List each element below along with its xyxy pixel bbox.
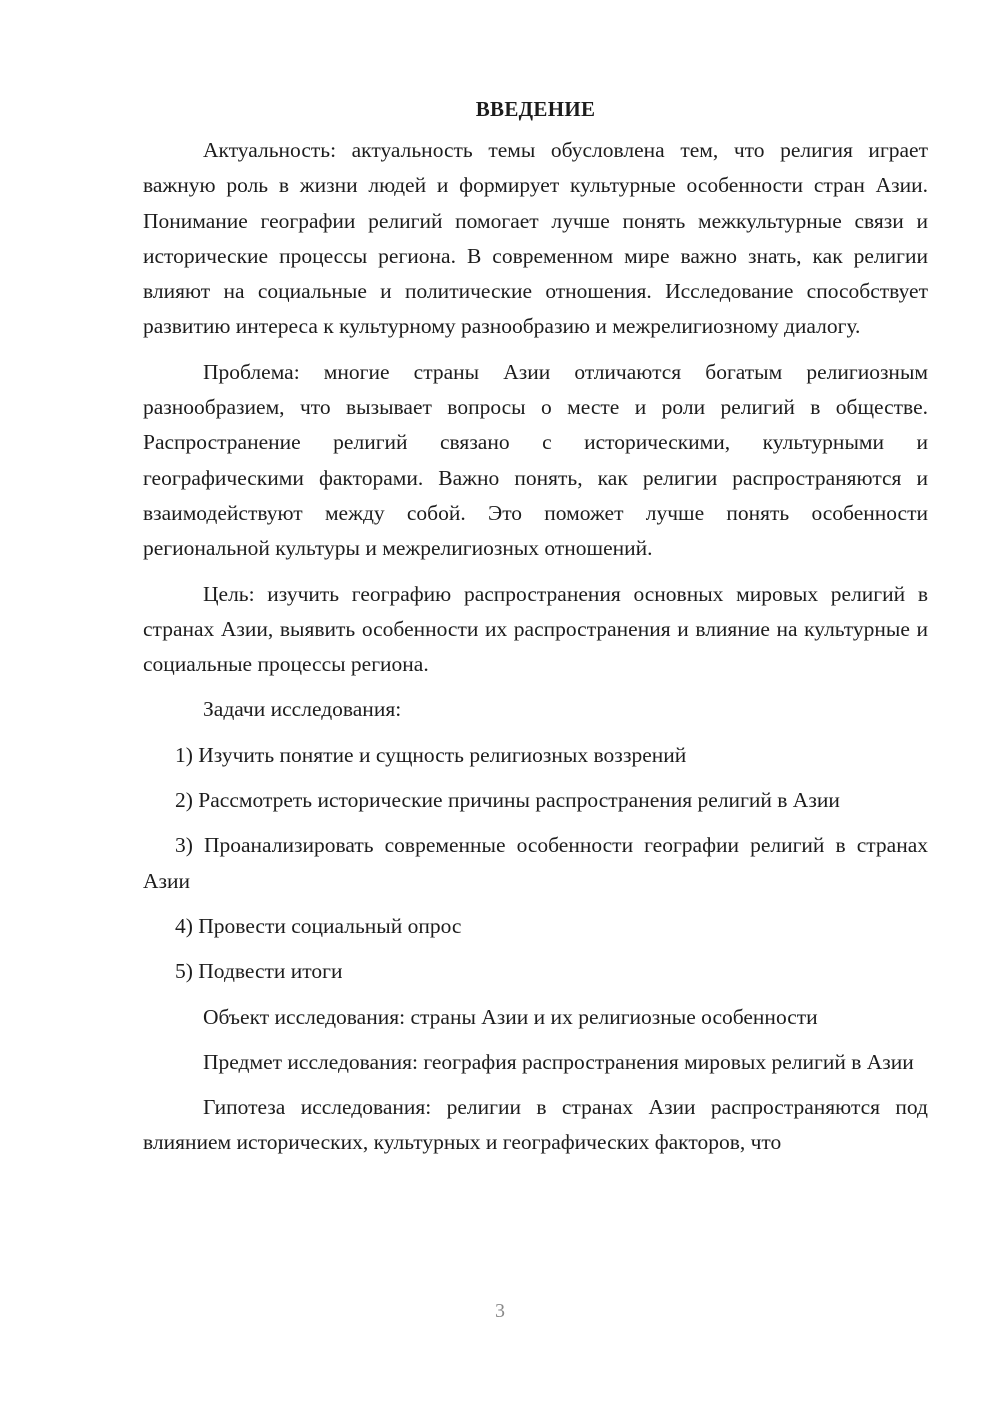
relevance-paragraph: Актуальность: актуальность темы обусловлена тем, что религия играет важную роль в жизни людей и формирует культурные особенности стран Азии. Понимание географии религий помогает лучше понять межкультурные связи и исторические процессы региона. В современном мире важно знать, как религии влияют на социальные и политические отношения. Исследование способствует развитию интереса к культурному разнообразию и межрелигиозному диалогу. [143,138,928,339]
object-paragraph: Объект исследования: страны Азии и их религиозные особенности [203,1004,818,1029]
task-item: 2) Рассмотреть исторические причины распространения религий в Азии [175,788,840,813]
problem-paragraph: Проблема: многие страны Азии отличаются богатым религиозным разнообразием, что вызывает вопросы о месте и роли религий в обществе. Распространение религий связано с историческими, культурными и географическими факторами. Важно понять, как религии распространяются и взаимодействуют между собой. Это поможет лучше понять особенности региональной культуры и межрелигиозных отношений. [143,359,928,561]
task-item: 3) Проанализировать современные особенности географии религий в странах Азии [143,833,928,893]
page-number: 3 [495,1300,505,1322]
task-item: 1) Изучить понятие и сущность религиозных воззрений [175,742,687,767]
subject-paragraph: Предмет исследования: география распространения мировых религий в Азии [203,1049,914,1074]
section-heading: ВВЕДЕНИЕ [475,97,596,121]
task-item: 5) Подвести итоги [175,959,343,984]
tasks-title: Задачи исследования: [203,697,402,722]
hypothesis-paragraph: Гипотеза исследования: религии в странах Азии распространяются под влиянием исторических, культурных и географических факторов, что [143,1095,928,1155]
document-page [143,92,928,1171]
goal-paragraph: Цель: изучить географию распространения основных мировых религий в странах Азии, выявить особенности их распространения и влияние на культурные и социальные процессы региона. [143,581,928,677]
task-item: 4) Провести социальный опрос [175,913,462,938]
